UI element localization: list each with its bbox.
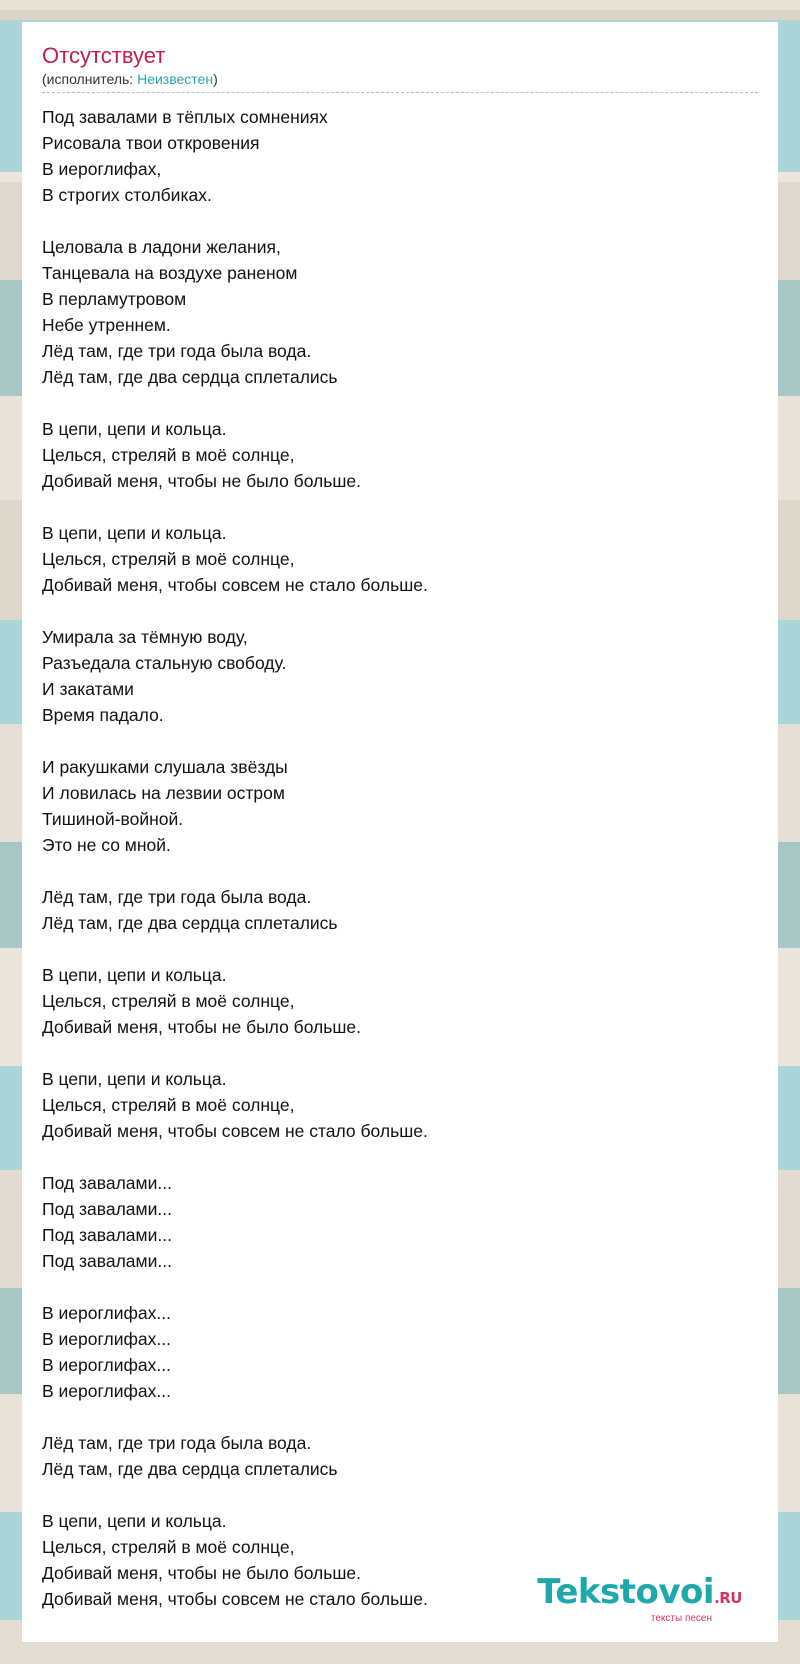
artist-suffix: ) (213, 71, 218, 87)
lyric-line: И закатами (42, 679, 134, 699)
lyric-line: Лёд там, где два сердца сплетались (42, 913, 338, 933)
lyric-line: Целься, стреляй в моё солнце, (42, 445, 295, 465)
lyric-line: Рисовала твои откровения (42, 133, 260, 153)
lyric-line: Целься, стреляй в моё солнце, (42, 549, 295, 569)
lyrics-text (42, 104, 758, 1612)
lyric-line: Лёд там, где три года была вода. (42, 887, 312, 907)
lyric-line: В перламутровом (42, 289, 187, 309)
artist-prefix: (исполнитель: (42, 71, 138, 87)
lyric-line: В иероглифах... (42, 1355, 171, 1375)
stanza-break (42, 1274, 758, 1300)
lyric-line: Под завалами... (42, 1199, 172, 1219)
lyric-line: Целься, стреляй в моё солнце, (42, 1537, 295, 1557)
lyrics-page (22, 22, 778, 1642)
stanza-break (42, 598, 758, 624)
lyric-line: Лёд там, где три года была вода. (42, 341, 312, 361)
song-header (42, 42, 758, 88)
stanza-break (42, 858, 758, 884)
artist-line (42, 70, 758, 88)
lyric-line: Под завалами... (42, 1225, 172, 1245)
lyric-line: Тишиной-войной. (42, 809, 184, 829)
logo-subtitle: тексты песен (650, 1613, 712, 1624)
lyric-line: В иероглифах, (42, 159, 162, 179)
lyric-line: В цепи, цепи и кольца. (42, 523, 227, 543)
lyric-line: Танцевала на воздухе раненом (42, 263, 298, 283)
lyric-line: Под завалами в тёплых сомнениях (42, 107, 328, 127)
stanza-break (42, 494, 758, 520)
lyric-line: В иероглифах... (42, 1329, 171, 1349)
lyric-line: Время падало. (42, 705, 164, 725)
song-title: Отсутствует (42, 43, 166, 68)
logo-main-text: Tekstovoi (537, 1572, 715, 1612)
lyric-line: Небе утреннем. (42, 315, 171, 335)
stanza-break (42, 208, 758, 234)
lyric-line: Разъедала стальную свободу. (42, 653, 287, 673)
lyric-line: Целься, стреляй в моё солнце, (42, 1095, 295, 1115)
lyric-line: И ракушками слушала звёзды (42, 757, 288, 777)
lyric-line: Добивай меня, чтобы не было больше. (42, 471, 362, 491)
lyric-line: В цепи, цепи и кольца. (42, 1511, 227, 1531)
stanza-break (42, 936, 758, 962)
lyric-line: В цепи, цепи и кольца. (42, 1069, 227, 1089)
lyric-line: Это не со мной. (42, 835, 171, 855)
stanza-break (42, 1144, 758, 1170)
stanza-break (42, 390, 758, 416)
lyric-line: В цепи, цепи и кольца. (42, 419, 227, 439)
lyric-line: Добивай меня, чтобы не было больше. (42, 1563, 362, 1583)
lyric-line: В строгих столбиках. (42, 185, 212, 205)
header-divider (42, 92, 758, 93)
lyric-line: Целься, стреляй в моё солнце, (42, 991, 295, 1011)
lyric-line: Добивай меня, чтобы совсем не стало больше. (42, 1121, 428, 1141)
lyric-line: Под завалами... (42, 1251, 172, 1271)
lyric-line: Лёд там, где два сердца сплетались (42, 367, 338, 387)
lyric-line: Лёд там, где два сердца сплетались (42, 1459, 338, 1479)
lyric-line: Под завалами... (42, 1173, 172, 1193)
logo-wordmark (537, 1572, 742, 1615)
lyric-line: Лёд там, где три года была вода. (42, 1433, 312, 1453)
lyric-line: В иероглифах... (42, 1303, 171, 1323)
lyric-line: Умирала за тёмную воду, (42, 627, 248, 647)
logo-domain-suffix: .RU (714, 1589, 742, 1607)
stanza-break (42, 728, 758, 754)
site-logo[interactable] (537, 1572, 742, 1624)
lyric-line: В цепи, цепи и кольца. (42, 965, 227, 985)
lyric-line: В иероглифах... (42, 1381, 171, 1401)
lyric-line: Целовала в ладони желания, (42, 237, 281, 257)
lyric-line: Добивай меня, чтобы совсем не стало больше. (42, 575, 428, 595)
lyric-line: И ловилась на лезвии остром (42, 783, 285, 803)
artist-link[interactable]: Неизвестен (137, 71, 214, 87)
lyric-line: Добивай меня, чтобы не было больше. (42, 1017, 362, 1037)
stanza-break (42, 1404, 758, 1430)
stanza-break (42, 1482, 758, 1508)
stanza-break (42, 1040, 758, 1066)
lyric-line: Добивай меня, чтобы совсем не стало больше. (42, 1589, 428, 1609)
